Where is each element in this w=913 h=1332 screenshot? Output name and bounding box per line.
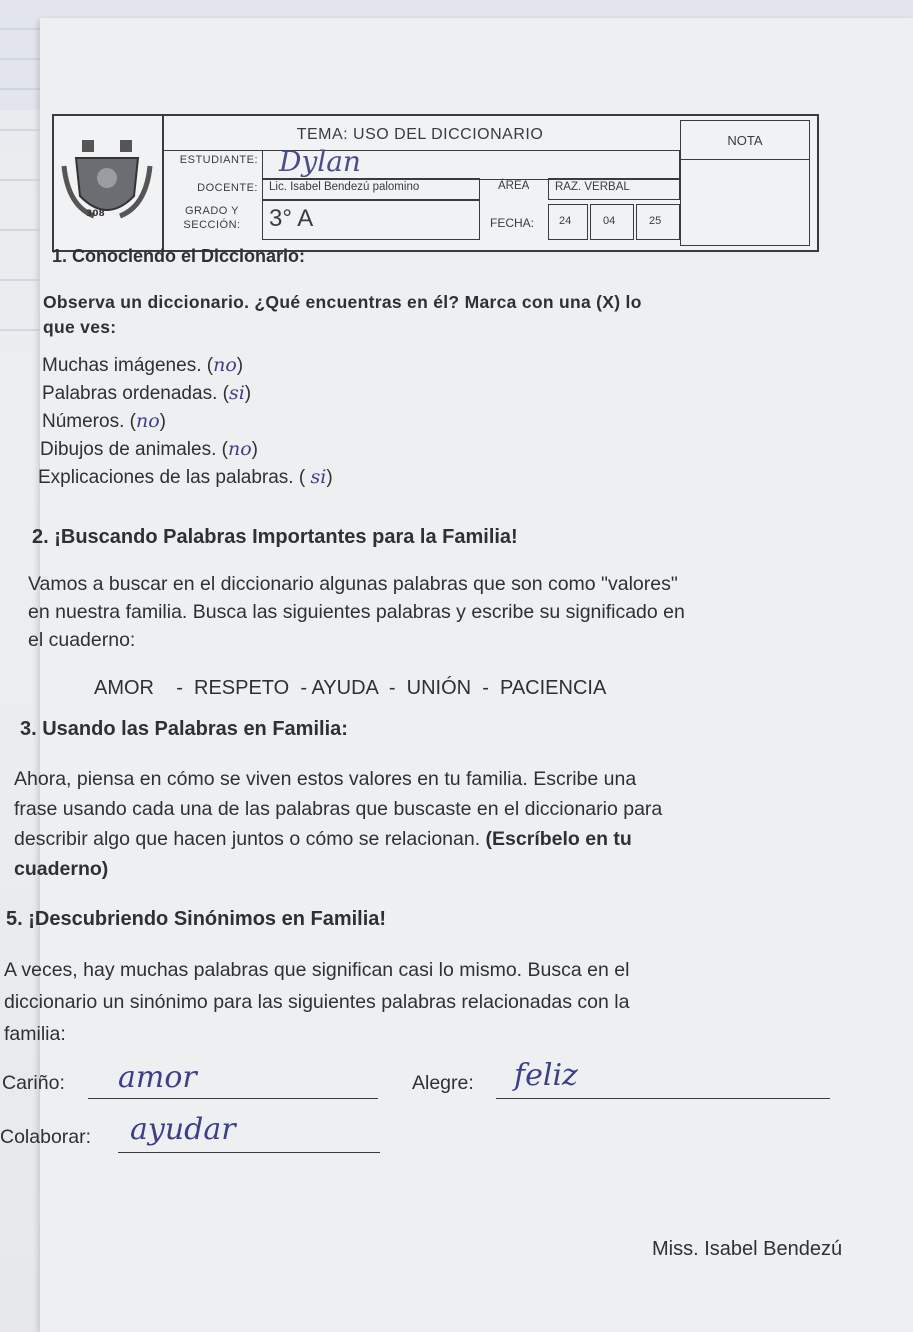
tema-text: TEMA: USO DEL DICCIONARIO: [296, 126, 544, 143]
fecha-day-cell: [548, 204, 588, 240]
fecha-month: 04: [603, 215, 616, 227]
item-close: ): [236, 355, 244, 376]
section3-line3-text: describir algo que hacen juntos o cómo se relacionan.: [14, 828, 486, 850]
alegre-answer-line[interactable]: [496, 1098, 830, 1099]
section3-line: [14, 824, 662, 854]
section3-line: cuaderno): [14, 858, 109, 880]
school-crest-icon: [54, 116, 160, 250]
estudiante-label: ESTUDIANTE:: [179, 154, 258, 166]
section5-line: diccionario un sinónimo para las siguientes palabras relacionadas con la: [4, 991, 630, 1013]
school-logo: [54, 116, 164, 250]
section1-item: [42, 380, 251, 408]
carino-label: Cariño:: [2, 1072, 65, 1094]
item-text: Explicaciones de las palabras. (: [38, 467, 311, 488]
item-answer: si: [310, 466, 327, 488]
nota-box: [680, 120, 810, 246]
section5-body: [4, 954, 629, 1050]
colaborar-label: Colaborar:: [0, 1126, 92, 1148]
section1-title: 1. Conociendo el Diccionario:: [52, 246, 306, 266]
docente-label: DOCENTE:: [197, 182, 258, 194]
item-text: Palabras ordenadas. (: [42, 383, 229, 404]
alegre-label: Alegre:: [412, 1072, 474, 1094]
item-text: Muchas imágenes. (: [42, 355, 214, 376]
item-answer: no: [135, 410, 160, 432]
section3-line: frase usando cada una de las palabras que buscaste en el diccionario para: [14, 798, 663, 820]
section2-line: en nuestra familia. Busca las siguientes palabras y escribe su significado en: [28, 601, 685, 623]
teacher-signature: Miss. Isabel Bendezú: [652, 1238, 843, 1260]
grado-field: [262, 200, 480, 240]
section2-body: [28, 570, 685, 654]
estudiante-field: [262, 145, 680, 180]
section2-title: 2. ¡Buscando Palabras Importantes para la Familia!: [32, 526, 518, 548]
fecha-label: FECHA:: [490, 216, 535, 230]
section1-item: [42, 408, 166, 436]
section5-line: familia:: [4, 1023, 66, 1045]
fecha-year-cell: [636, 204, 680, 240]
section5-line: A veces, hay muchas palabras que significan casi lo mismo. Busca en el: [4, 959, 630, 981]
section3-title: 3. Usando las Palabras en Familia:: [20, 718, 348, 740]
grado-value: 3° A: [269, 205, 314, 232]
item-close: ): [251, 439, 258, 460]
colaborar-answer: ayudar: [130, 1112, 236, 1147]
alegre-answer: feliz: [514, 1058, 578, 1093]
item-answer: si: [228, 382, 245, 404]
carino-answer: amor: [118, 1060, 197, 1095]
section1-item: [42, 352, 243, 380]
item-close: ): [326, 467, 333, 488]
grado-label: [166, 204, 258, 232]
item-answer: no: [213, 354, 237, 376]
worksheet-header-table: [52, 114, 819, 252]
item-close: ): [244, 383, 252, 404]
area-field: [548, 178, 680, 200]
section2-words: AMOR - RESPETO - AYUDA - UNIÓN - PACIENCIA: [94, 677, 607, 699]
item-answer: no: [227, 438, 252, 460]
area-label-cell: [482, 178, 546, 198]
item-text: Dibujos de animales. (: [40, 439, 228, 460]
carino-answer-line[interactable]: [88, 1098, 378, 1099]
grado-label-line1: GRADO Y: [184, 205, 240, 217]
area-label: ÁREA: [498, 180, 530, 192]
fecha-month-cell: [590, 204, 634, 240]
nota-label: NOTA: [681, 121, 809, 160]
section1-prompt-line2: que ves:: [43, 316, 117, 337]
estudiante-value: Dylan: [279, 145, 361, 178]
section1-item: [40, 436, 258, 464]
tema-cell: [162, 120, 678, 151]
section3-body: [14, 764, 662, 884]
section2-line: Vamos a buscar en el diccionario algunas palabras que son como "valores": [28, 573, 678, 595]
section2-line: el cuaderno:: [28, 629, 136, 651]
item-text: Números. (: [42, 411, 136, 432]
grado-label-line2: SECCIÓN:: [183, 219, 241, 231]
section1-prompt-line1: Observa un diccionario. ¿Qué encuentras en él? Marca con una (X) lo: [43, 292, 642, 312]
fecha-day: 24: [559, 215, 572, 227]
section3-line: Ahora, piensa en cómo se viven estos valores en tu familia. Escribe una: [14, 768, 637, 790]
docente-field: [262, 178, 480, 200]
item-close: ): [159, 411, 166, 432]
docente-value: Lic. Isabel Bendezú palomino: [269, 181, 420, 193]
colaborar-answer-line[interactable]: [118, 1152, 380, 1153]
svg-text:308: 308: [86, 209, 105, 219]
fecha-year: 25: [649, 215, 662, 227]
section3-line3-bold: (Escríbelo en tu: [485, 828, 632, 850]
section1-item: [38, 464, 333, 492]
section1-prompt: [43, 290, 642, 339]
area-value: RAZ. VERBAL: [555, 181, 630, 193]
section5-title: 5. ¡Descubriendo Sinónimos en Familia!: [6, 908, 387, 930]
